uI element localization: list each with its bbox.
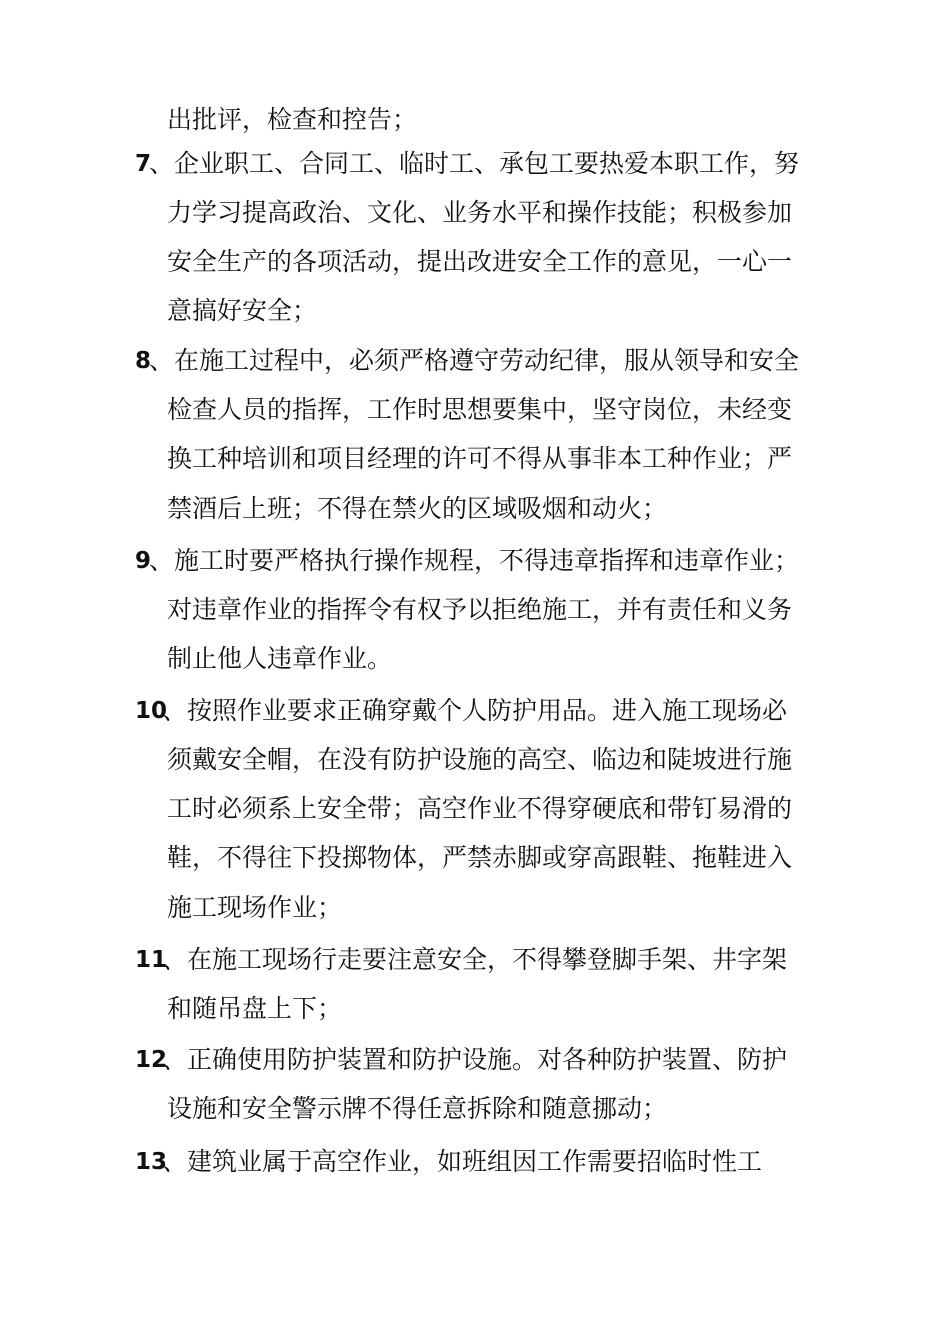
text-line — [0, 793, 950, 825]
list-item-9 — [0, 545, 950, 577]
text-line — [0, 842, 950, 874]
paragraph-text: 检查人员的指挥，工作时思想要集中，坚守岗位，未经变 — [167, 395, 793, 424]
text-line — [0, 197, 950, 229]
paragraph-text: 安全生产的各项活动，提出改进安全工作的意见，一心一 — [167, 247, 793, 276]
paragraph-text: 对违章作业的指挥令有权予以拒绝施工，并有责任和义务 — [167, 595, 793, 624]
paragraph-text: 、在施工现场行走要注意安全，不得攀登脚手架、井字架 — [162, 945, 788, 974]
item-number: 7 — [135, 151, 152, 177]
paragraph-text: 、按照作业要求正确穿戴个人防护用品。进入施工现场必 — [162, 696, 788, 725]
paragraph-text: 须戴安全帽，在没有防护设施的高空、临边和陡坡进行施 — [167, 745, 793, 774]
item-number: 11 — [135, 947, 168, 973]
text-line — [0, 892, 950, 924]
text-line — [0, 443, 950, 475]
item-number: 13 — [135, 1149, 168, 1175]
text-line — [0, 246, 950, 278]
paragraph-text: 出批评，检查和控告； — [167, 105, 418, 134]
list-item-11 — [0, 944, 950, 976]
paragraph-text: 禁酒后上班；不得在禁火的区域吸烟和动火； — [167, 494, 668, 523]
text-line — [0, 104, 950, 136]
paragraph-text: 鞋，不得往下投掷物体，严禁赤脚或穿高跟鞋、拖鞋进入 — [167, 843, 793, 872]
list-item-10 — [0, 695, 950, 727]
paragraph-text: 意搞好安全； — [167, 296, 318, 325]
paragraph-text: 工时必须系上安全带；高空作业不得穿硬底和带钉易滑的 — [167, 794, 793, 823]
text-line — [0, 493, 950, 525]
list-item-12 — [0, 1044, 950, 1076]
text-line — [0, 1093, 950, 1125]
paragraph-text: 设施和安全警示牌不得任意拆除和随意挪动； — [167, 1094, 668, 1123]
paragraph-text: 和随吊盘上下； — [167, 994, 343, 1023]
paragraph-text: 制止他人违章作业。 — [167, 644, 393, 673]
list-item-13 — [0, 1146, 950, 1178]
paragraph-text: 、建筑业属于高空作业，如班组因工作需要招临时性工 — [162, 1147, 763, 1176]
paragraph-text: 、在施工过程中，必须严格遵守劳动纪律，服从领导和安全 — [149, 346, 800, 375]
item-number: 12 — [135, 1047, 168, 1073]
text-line — [0, 594, 950, 626]
paragraph-text: 换工种培训和项目经理的许可不得从事非本工种作业；严 — [167, 444, 793, 473]
item-number: 8 — [135, 348, 152, 374]
text-line — [0, 643, 950, 675]
paragraph-text: 、企业职工、合同工、临时工、承包工要热爱本职工作，努 — [149, 149, 800, 178]
list-item-7 — [0, 148, 950, 180]
list-item-8 — [0, 345, 950, 377]
item-number: 10 — [135, 698, 168, 724]
paragraph-text: 施工现场作业； — [167, 893, 343, 922]
text-line — [0, 394, 950, 426]
text-line — [0, 993, 950, 1025]
text-line — [0, 744, 950, 776]
text-line — [0, 295, 950, 327]
paragraph-text: 、施工时要严格执行操作规程，不得违章指挥和违章作业； — [149, 546, 800, 575]
paragraph-text: 力学习提高政治、文化、业务水平和操作技能；积极参加 — [167, 198, 793, 227]
paragraph-text: 、正确使用防护装置和防护设施。对各种防护装置、防护 — [162, 1045, 788, 1074]
item-number: 9 — [135, 548, 152, 574]
